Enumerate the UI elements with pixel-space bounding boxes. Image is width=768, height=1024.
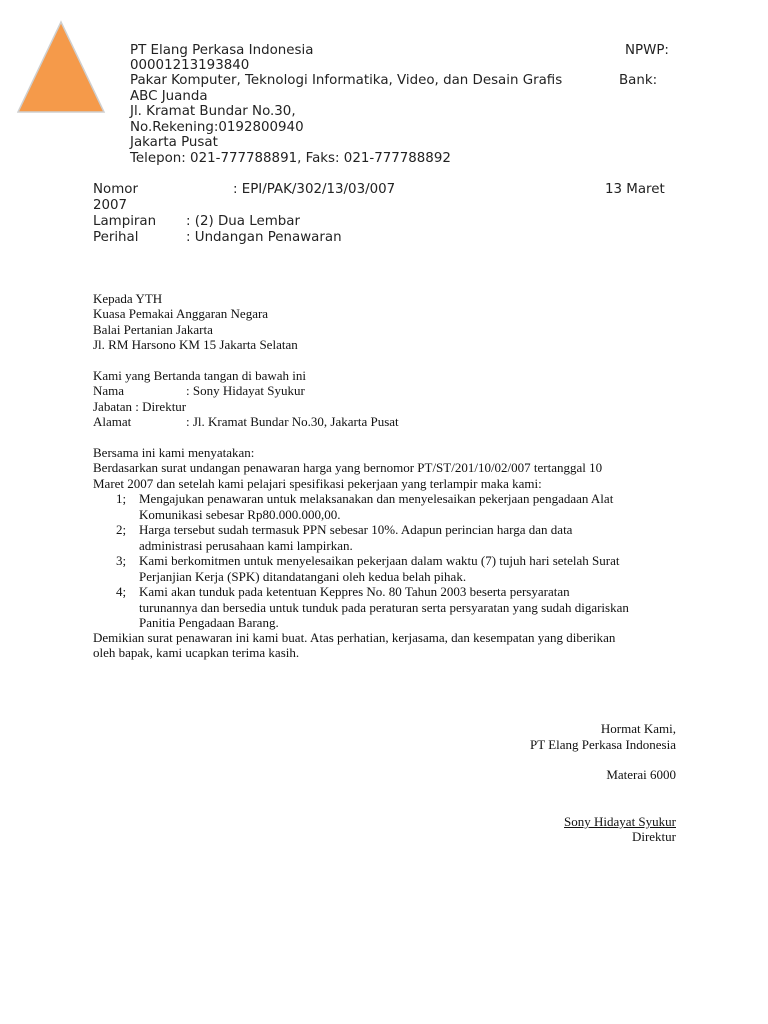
list-item-line: Perjanjian Kerja (SPK) ditandatangani oleh kedua belah pihak.	[139, 569, 467, 584]
list-item-line: Kami berkomitmen untuk menyelesaikan pekerjaan dalam waktu (7) tujuh hari setelah Surat	[139, 553, 620, 568]
materai-stamp-note: Materai 6000	[606, 767, 676, 782]
company-city: Jakarta Pusat	[130, 135, 218, 150]
company-address: Jl. Kramat Bundar No.30,	[130, 104, 296, 119]
recipient-line: Jl. RM Harsono KM 15 Jakarta Selatan	[93, 337, 298, 352]
list-item-number: 2;	[116, 522, 127, 537]
letter-date-day-month: 13 Maret	[605, 182, 665, 197]
company-name: PT Elang Perkasa Indonesia	[130, 43, 314, 58]
list-item-line: Mengajukan penawaran untuk melaksanakan dan menyelesaikan pekerjaan pengadaan Alat	[139, 491, 614, 506]
closing-line: Demikian surat penawaran ini kami buat. Atas perhatian, kerjasama, dan kesempatan yang diberikan	[93, 630, 616, 645]
list-item-number: 1;	[116, 491, 127, 506]
company-tagline: Pakar Komputer, Teknologi Informatika, Video, dan Desain Grafis	[130, 73, 563, 88]
signature-name: Sony Hidayat Syukur	[564, 814, 676, 829]
bank-value: ABC Juanda	[130, 89, 208, 104]
perihal-value: : Undangan Penawaran	[186, 230, 342, 245]
regards: Hormat Kami,	[600, 721, 676, 736]
closing-line: oleh bapak, kami ucapkan terima kasih.	[93, 645, 300, 660]
signer-intro: Kami yang Bertanda tangan di bawah ini	[93, 368, 306, 383]
nomor-label: Nomor	[93, 182, 138, 197]
recipient-line: Kepada YTH	[93, 291, 163, 306]
lampiran-value: : (2) Dua Lembar	[186, 214, 300, 229]
statement-heading: Bersama ini kami menyatakan:	[93, 445, 255, 460]
perihal-label: Perihal	[93, 230, 139, 245]
recipient-line: Kuasa Pemakai Anggaran Negara	[93, 306, 269, 321]
company-phone: Telepon: 021-777788891, Faks: 021-777788892	[130, 151, 451, 166]
list-item-line: turunannya dan bersedia untuk tunduk pada peraturan serta persyaratan yang sudah digariskan	[139, 600, 629, 615]
signer-name-label: Nama	[93, 383, 125, 398]
nomor-value: : EPI/PAK/302/13/03/007	[233, 182, 396, 197]
signature-title: Direktur	[631, 829, 676, 844]
body-paragraph-line: Maret 2007 dan setelah kami pelajari spesifikasi pekerjaan yang terlampir maka kami:	[93, 476, 542, 491]
recipient-line: Balai Pertanian Jakarta	[93, 322, 213, 337]
list-item-number: 4;	[116, 584, 127, 599]
list-item-line: Komunikasi sebesar Rp80.000.000,00.	[139, 507, 341, 522]
list-item-line: Panitia Pengadaan Barang.	[139, 615, 279, 630]
list-item-line: Harga tersebut sudah termasuk PPN sebesar 10%. Adapun perincian harga dan data	[139, 522, 573, 537]
lampiran-label: Lampiran	[93, 214, 157, 229]
list-item-line: Kami akan tunduk pada ketentuan Keppres No. 80 Tahun 2003 beserta persyaratan	[139, 584, 570, 599]
bank-label: Bank:	[619, 73, 658, 88]
account-number: No.Rekening:0192800940	[130, 120, 304, 135]
triangle-logo-icon	[14, 18, 108, 116]
signer-position: Jabatan : Direktur	[93, 399, 187, 414]
body-paragraph-line: Berdasarkan surat undangan penawaran harga yang bernomor PT/ST/201/10/02/007 tertanggal 10	[93, 460, 603, 475]
signer-name-value: : Sony Hidayat Syukur	[186, 383, 305, 398]
list-item-line: administrasi perusahaan kami lampirkan.	[139, 538, 353, 553]
signer-address-value: : Jl. Kramat Bundar No.30, Jakarta Pusat	[186, 414, 399, 429]
signer-address-label: Alamat	[93, 414, 132, 429]
npwp-label: NPWP:	[625, 43, 669, 58]
letter-date-year: 2007	[93, 198, 128, 213]
signature-company: PT Elang Perkasa Indonesia	[530, 737, 676, 752]
npwp-value: 00001213193840	[130, 58, 250, 73]
list-item-number: 3;	[116, 553, 127, 568]
